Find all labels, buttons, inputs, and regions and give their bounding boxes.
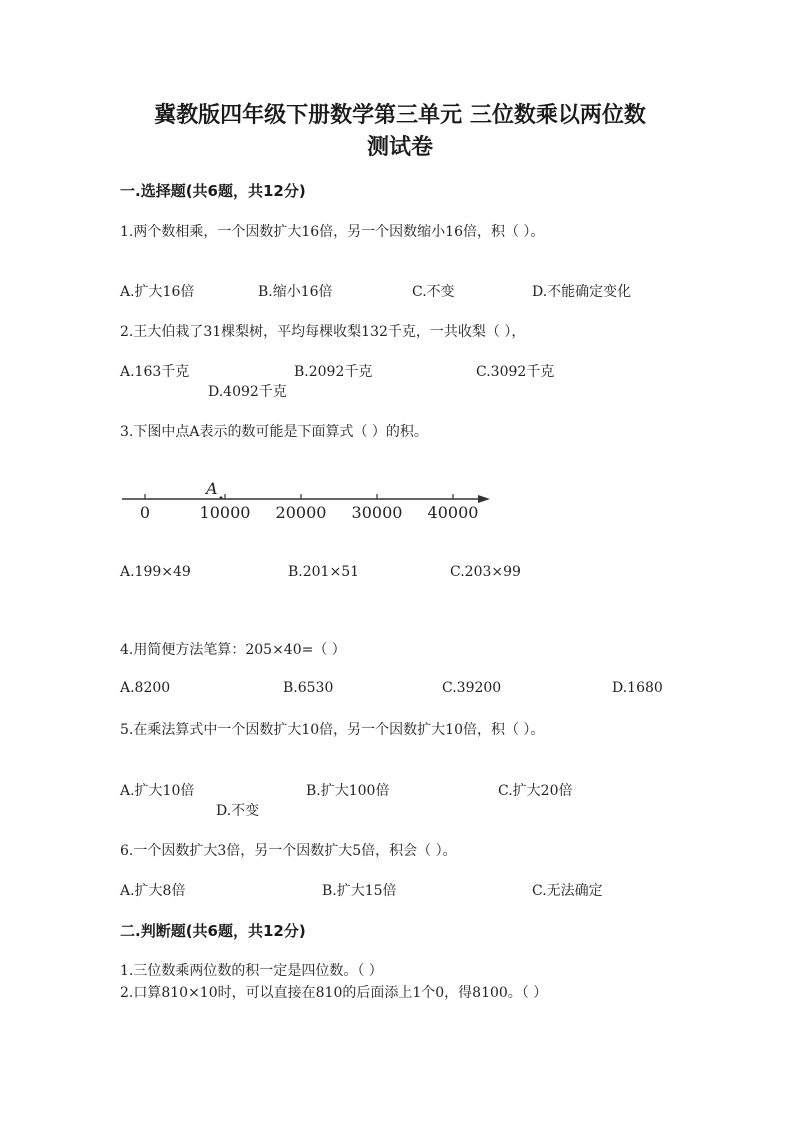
page-title: 冀教版四年级下册数学第三单元 三位数乘以两位数 [154, 102, 646, 128]
q4-option-b: B.6530 [283, 680, 334, 696]
point-a-marker [219, 496, 222, 499]
number-line-figure [118, 478, 498, 526]
q1-option-c: C.不变 [412, 284, 455, 300]
question-3: 3.下图中点A表示的数可能是下面算式（ ）的积。 [120, 424, 428, 440]
tick-label-30000: 30000 [351, 503, 403, 522]
judge-item-2: 2.口算810×10时，可以直接在810的后面添上1个0，得8100。（ ） [120, 985, 548, 1001]
question-5: 5.在乘法算式中一个因数扩大10倍，另一个因数扩大10倍，积（ ）。 [120, 722, 545, 738]
question-1: 1.两个数相乘，一个因数扩大16倍，另一个因数缩小16倍，积（ ）。 [120, 224, 545, 240]
q2-option-c: C.3092千克 [476, 364, 555, 380]
q2-option-d: D.4092千克 [208, 384, 287, 400]
q4-option-d: D.1680 [612, 680, 663, 696]
q4-option-a: A.8200 [120, 680, 171, 696]
q4-option-c: C.39200 [442, 680, 502, 696]
question-2: 2.王大伯栽了31棵梨树，平均每棵收梨132千克，一共收梨（ ）， [120, 324, 526, 340]
q5-option-d: D.不变 [216, 803, 260, 819]
q6-option-c: C.无法确定 [532, 883, 603, 899]
tick-label-0: 0 [139, 503, 151, 522]
q6-option-a: A.扩大8倍 [120, 883, 186, 899]
question-4: 4.用简便方法笔算：205×40=（ ） [120, 642, 346, 658]
page-title-line2: 测试卷 [366, 134, 433, 160]
judge-item-1: 1.三位数乘两位数的积一定是四位数。（ ） [120, 963, 383, 979]
q3-option-c: C.203×99 [450, 564, 521, 580]
number-line-arrow [478, 495, 490, 503]
tick-label-10000: 10000 [199, 503, 251, 522]
tick-label-20000: 20000 [275, 503, 327, 522]
q2-option-a: A.163千克 [120, 364, 190, 380]
q5-option-a: A.扩大10倍 [120, 783, 195, 799]
section-heading-judge: 二.判断题(共6题，共12分) [120, 922, 306, 940]
q1-option-d: D.不能确定变化 [532, 284, 632, 300]
question-6: 6.一个因数扩大3倍，另一个因数扩大5倍，积会（ ）。 [120, 843, 457, 859]
q5-option-c: C.扩大20倍 [498, 783, 573, 799]
tick-label-40000: 40000 [427, 503, 479, 522]
q3-option-a: A.199×49 [120, 564, 191, 580]
point-a-label: A [206, 479, 218, 498]
q2-option-b: B.2092千克 [294, 364, 373, 380]
section-heading-choice: 一.选择题(共6题，共12分) [120, 182, 306, 200]
q1-option-b: B.缩小16倍 [258, 284, 333, 300]
q1-option-a: A.扩大16倍 [120, 284, 195, 300]
q5-option-b: B.扩大100倍 [306, 783, 390, 799]
q6-option-b: B.扩大15倍 [322, 883, 397, 899]
q3-option-b: B.201×51 [288, 564, 360, 580]
